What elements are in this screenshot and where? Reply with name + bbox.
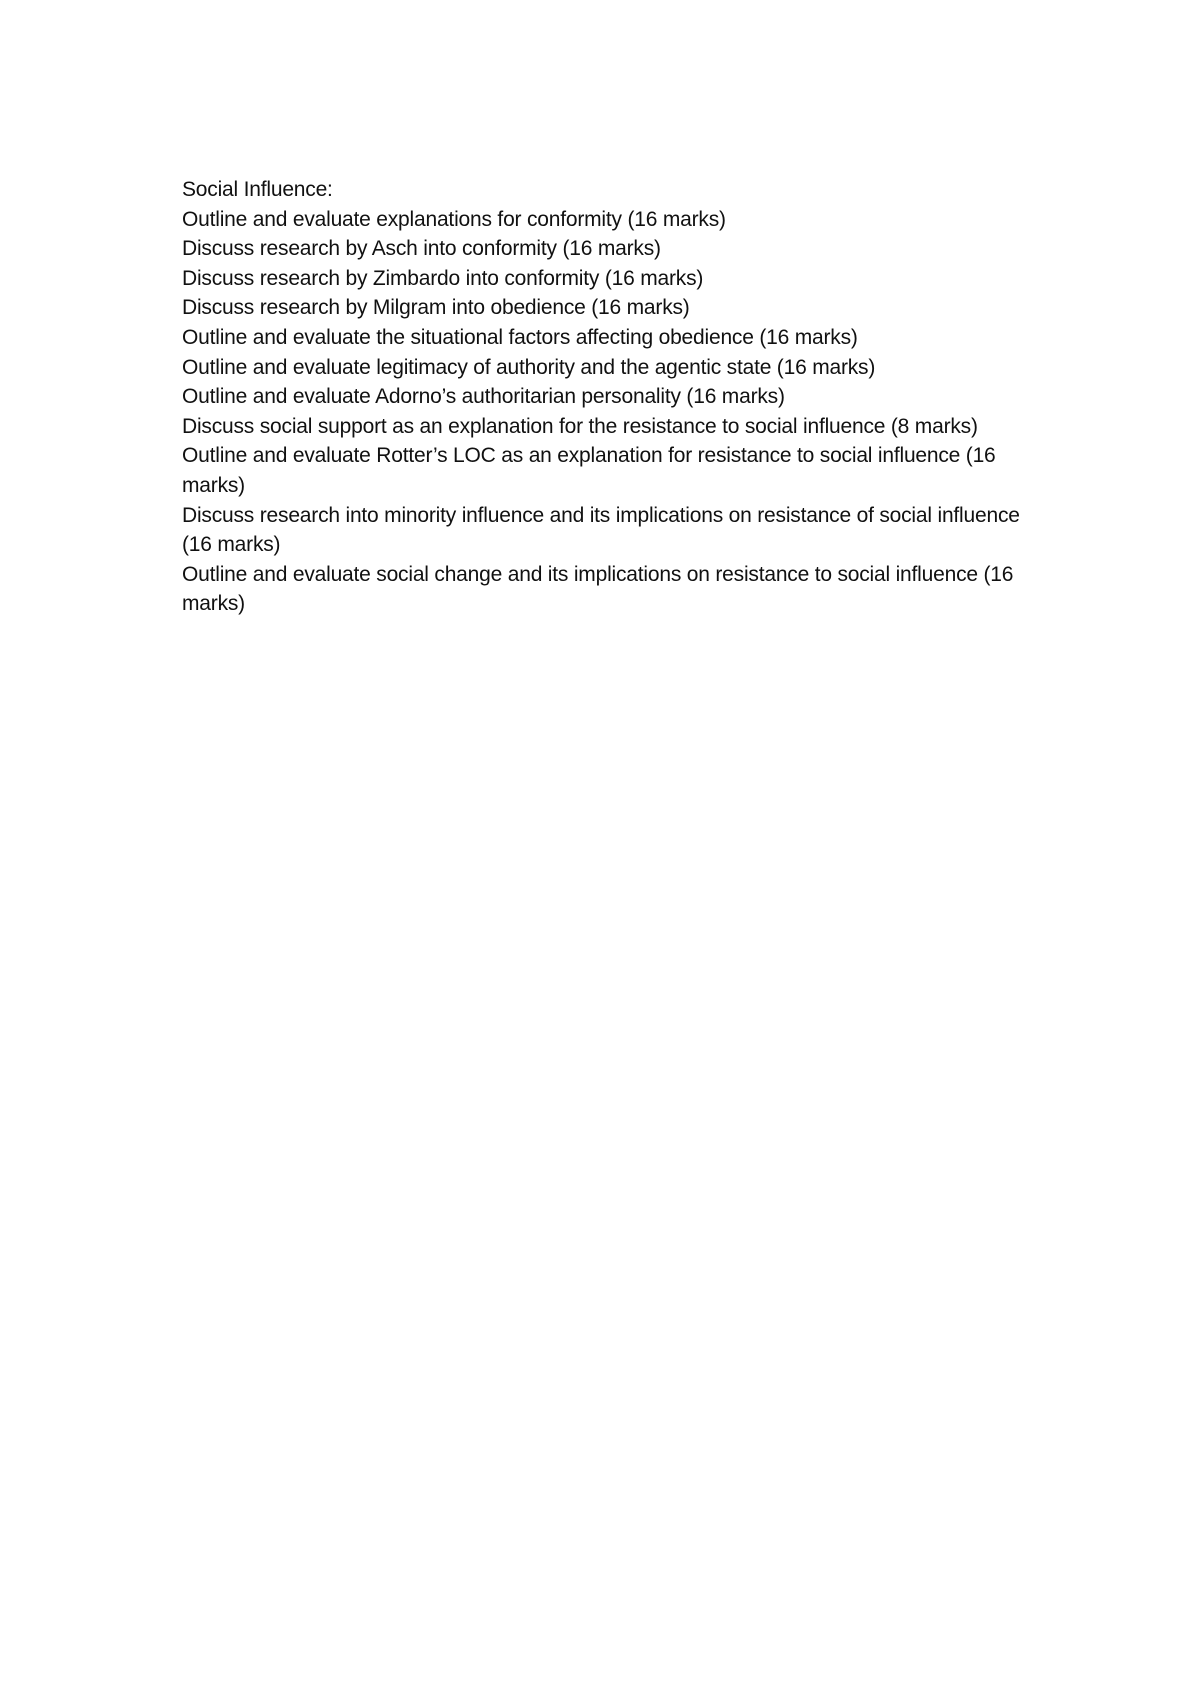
document-heading: Social Influence:: [182, 178, 333, 201]
question-item: Discuss research into minority influence and its implications on resistance of social influence (16 marks): [182, 503, 1020, 557]
question-item: Outline and evaluate the situational factors affecting obedience (16 marks): [182, 325, 858, 349]
question-item: Discuss research by Zimbardo into conformity (16 marks): [182, 266, 704, 290]
question-item: Outline and evaluate explanations for conformity (16 marks): [182, 207, 726, 231]
question-item: Outline and evaluate Adorno’s authoritarian personality (16 marks): [182, 385, 785, 409]
question-item: Outline and evaluate legitimacy of authority and the agentic state (16 marks): [182, 355, 876, 379]
question-item: Outline and evaluate Rotter’s LOC as an explanation for resistance to social influence (16 marks): [182, 444, 996, 497]
question-item: Discuss social support as an explanation for the resistance to social influence (8 marks): [182, 414, 978, 438]
question-list: [182, 205, 1032, 619]
document-content: [182, 175, 1032, 619]
question-item: Outline and evaluate social change and its implications on resistance to social influence (16 marks): [182, 562, 1014, 616]
question-item: Discuss research by Milgram into obedience (16 marks): [182, 296, 690, 320]
question-item: Discuss research by Asch into conformity (16 marks): [182, 237, 661, 261]
